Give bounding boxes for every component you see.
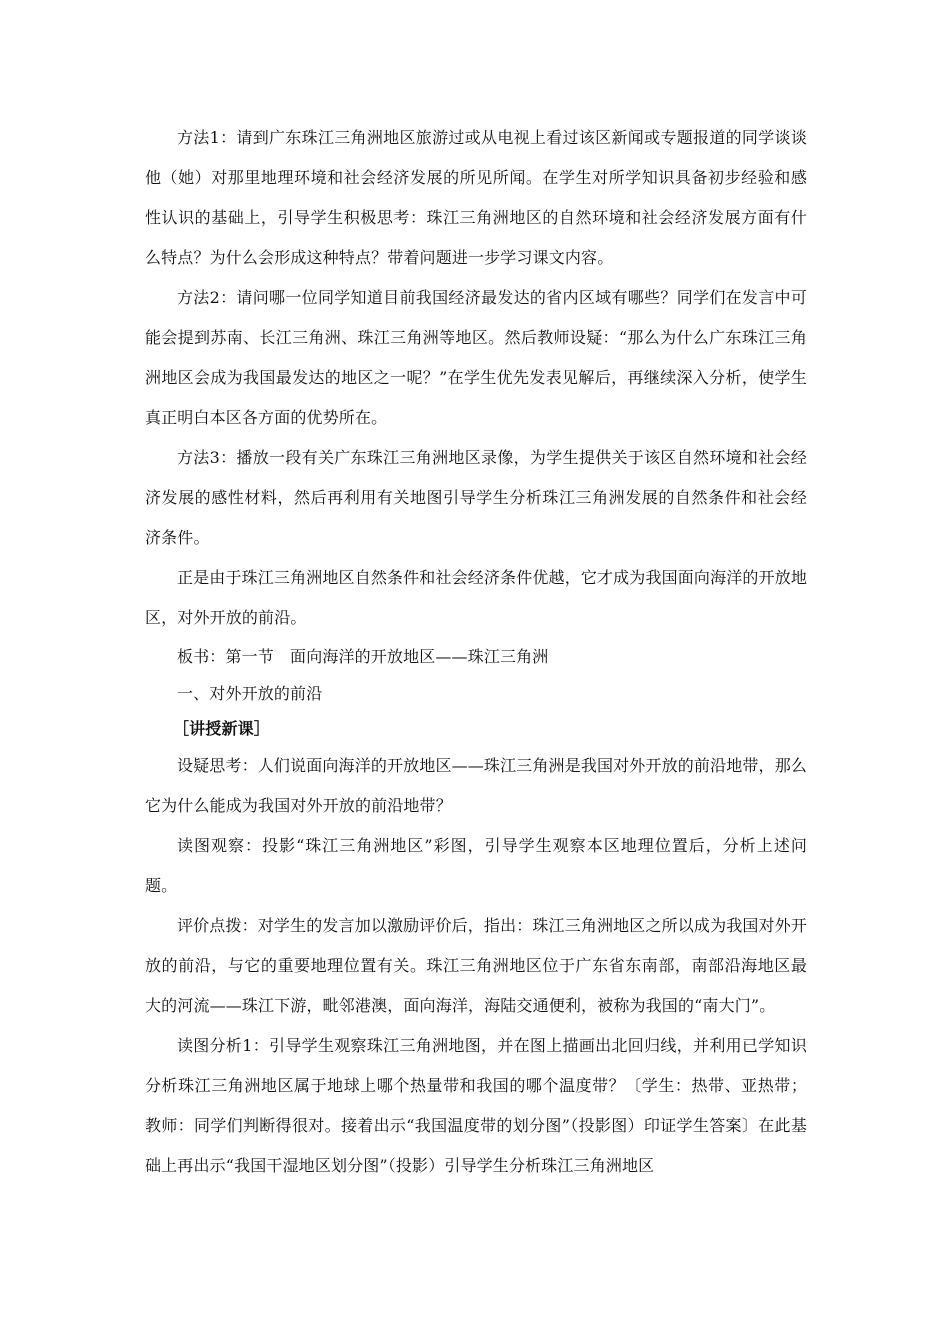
new-lesson-heading: ［讲授新课］ bbox=[173, 719, 270, 738]
paragraph-map-observation: 读图观察：投影“珠江三角洲地区”彩图，引导学生观察本区地理位置后，分析上述问题。 bbox=[145, 836, 807, 895]
blackboard-title: 板书：第一节 面向海洋的开放地区——珠江三角洲 bbox=[177, 647, 549, 666]
paragraph-summary: 正是由于珠江三角洲地区自然条件和社会经济条件优越，它才成为我国面向海洋的开放地区，对外开放的前沿。 bbox=[145, 568, 807, 627]
paragraph-evaluation: 评价点拨：对学生的发言加以激励评价后，指出：珠江三角洲地区之所以成为我国对外开放的前沿，与它的重要地理位置有关。珠江三角洲地区位于广东省东南部，南部沿海地区最大的河流——珠江下游，毗邻港澳，面向海洋，海陆交通便利，被称为我国的“南大门”。 bbox=[145, 916, 807, 1015]
paragraph-method-1: 方法1：请到广东珠江三角洲地区旅游过或从电视上看过该区新闻或专题报道的同学谈谈他（她）对那里地理环境和社会经济发展的所见所闻。在学生对所学知识具备初步经验和感性认识的基础上，引导学生积极思考：珠江三角洲地区的自然环境和社会经济发展方面有什么特点？为什么会形成这种特点？带着问题进一步学习课文内容。 bbox=[145, 128, 807, 267]
document-body bbox=[145, 118, 807, 1186]
paragraph-method-3: 方法3：播放一段有关广东珠江三角洲地区录像，为学生提供关于该区自然环境和社会经济发展的感性材料，然后再利用有关地图引导学生分析珠江三角洲发展的自然条件和社会经济条件。 bbox=[145, 448, 807, 547]
section-heading: 一、对外开放的前沿 bbox=[177, 684, 323, 703]
paragraph-map-analysis-1: 读图分析1：引导学生观察珠江三角洲地图，并在图上描画出北回归线，并利用已学知识分析珠江三角洲地区属于地球上哪个热量带和我国的哪个温度带？〔学生：热带、亚热带；教师：同学们判断得很对。接着出示“我国温度带的划分图”（投影图）印证学生答案〕在此基础上再出示“我国干湿地区划分图”（投影）引导学生分析珠江三角洲地区 bbox=[145, 1036, 807, 1175]
paragraph-method-2: 方法2：请问哪一位同学知道目前我国经济最发达的省内区域有哪些？同学们在发言中可能会提到苏南、长江三角洲、珠江三角洲等地区。然后教师设疑：“那么为什么广东珠江三角洲地区会成为我国最发达的地区之一呢？”在学生优先发表见解后，再继续深入分析，使学生真正明白本区各方面的优势所在。 bbox=[145, 288, 807, 427]
paragraph-question: 设疑思考：人们说面向海洋的开放地区——珠江三角洲是我国对外开放的前沿地带，那么它为什么能成为我国对外开放的前沿地带？ bbox=[145, 756, 807, 815]
